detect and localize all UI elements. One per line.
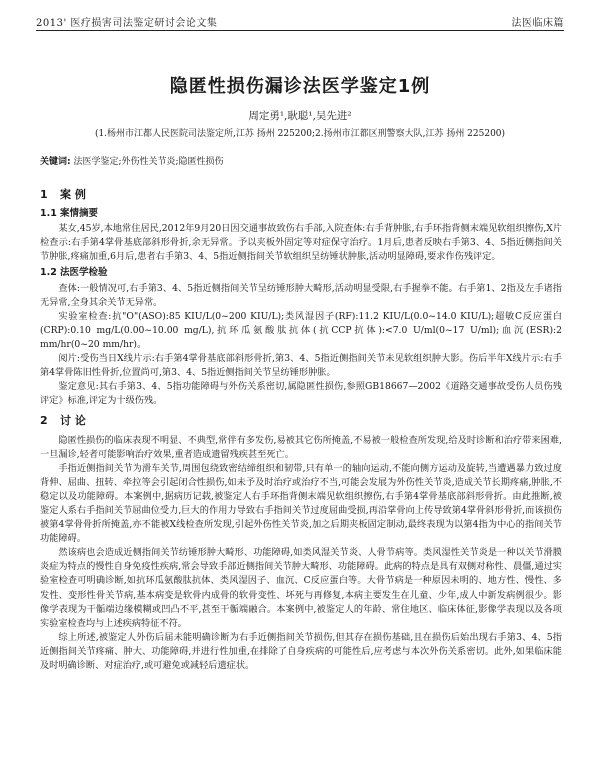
subsection-number: 1.2 (40, 267, 57, 279)
author-list: 周定勇¹,耿聪¹,吴先进² (248, 110, 352, 122)
subsection-heading-summary (40, 207, 562, 221)
header-divider (36, 30, 564, 31)
section-heading-discussion (40, 414, 562, 428)
paragraph-discussion-1: 隐匿性损伤的临床表现不明显、不典型,常伴有多发伤,易被其它伤所掩盖,不易被一般检查所发现,给及时诊断和治疗带来困难,一旦漏诊,轻者可能影响治疗效果,重者造成遗留残疾甚至死亡。 (40, 434, 562, 460)
subsection-title: 案情摘要 (60, 208, 99, 220)
paragraph-discussion-3: 然该病也会造成近侧指间关节纺锤形肿大畸形、功能障碍,如类风湿关节炎、人骨节病等。类风湿性关节炎是一种以关节滑膜炎症为特点的慢性自身免疫性疾病,常会导致手部近侧指间关节肿大畸形、功能障碍。此病的特点是具有双侧对称性、晨僵,通过实验室检查可明确诊断,如抗环瓜氨酸肽抗体、类风湿因子、血沉、C反应蛋白等。大骨节病是一种原因未明的、地方性、慢性、多发性、变形性骨关节病,基本病变是软骨内成骨的软骨变性、坏死与再修复,本病主要发生在儿童、少年,成人中新发病例很少。影像学表现为干骺端边缘模糊或凹凸不平,甚至干骺端融合。本案例中,被鉴定人的年龄、常住地区、临床体征,影像学表现以及各项实验室检查均与上述疾病特征不符。 (40, 547, 562, 629)
paragraph-physical-exam: 查体:一般情况可,右手第3、4、5指近侧指间关节呈纺锤形肿大畸形,活动明显受限,右手握拳不能。右手第1、2指及左手诸指无异常,全身其余关节无异常。 (40, 282, 562, 308)
header-section-name: 法医临床篇 (511, 18, 564, 29)
running-header (36, 14, 564, 30)
paragraph-discussion-4: 综上所述,被鉴定人外伤后届未能明确诊断为右手近侧指间关节损伤,但其存在损伤基础,且在损伤后始出现右手第3、4、5指近侧指间关节疼痛、肿大、功能障碍,并进行性加重,在排除了自身疾病的可能性后,应考虑与本次外伤关系密切。此外,如果临床能及时明确诊断、对症治疗,或可避免或减轻后遗症状。 (40, 631, 562, 671)
section-title: 讨 论 (60, 414, 86, 428)
section-title: 案 例 (60, 188, 86, 201)
header-proceedings-title: 2013' 医疗损害司法鉴定研讨会论文集 (36, 18, 218, 29)
paper-title: 隐匿性损伤漏诊法医学鉴定1例 (169, 76, 431, 97)
paragraph-xray-review: 阅片:受伤当日X线片示:右手第4掌骨基底部斜形骨折,第3、4、5指近侧指间关节未见软组织肿大影。伤后半年X线片示:右手第4掌骨陈旧性骨折,位置尚可,第3、4、5指近侧指间关节呈纺锤形肿胀。 (40, 353, 562, 379)
section-heading-case (40, 188, 562, 202)
keywords-value: 法医学鉴定;外伤性关节炎;隐匿性损伤 (73, 157, 224, 167)
keywords-line (40, 154, 560, 167)
paper-body (40, 182, 562, 673)
section-number: 1 (40, 188, 48, 201)
subsection-number: 1.1 (40, 208, 57, 220)
subsection-title: 法医学检验 (60, 267, 108, 279)
subsection-heading-examination (40, 266, 562, 280)
affiliations: (1.杨州市江都人民医院司法鉴定所,江苏 扬州 225200;2.扬州市江都区刑警察大队,江苏 扬州 225200) (94, 129, 506, 139)
paragraph-case-summary: 某女,45岁,本地常住居民,2012年9月20日因交通事故致伤右手部,入院查体:右手背肿胀,右手环指背侧末端见软组织擦伤,X片检查示:右手第4掌骨基底部斜形骨折,余无异常。予以夹板外固定等对症保守治疗。1月后,患者反映右手第3、4、5指近侧指间关节肿胀,疼痛加重,6月后,患者右手第3、4、5指近侧指间关节软组织呈纺锤状肿胀,活动明显障碍,要求作伤残评定。 (40, 223, 562, 263)
keywords-label: 关键词: (40, 157, 71, 167)
paragraph-discussion-2: 手指近侧指间关节为滑车关节,周围包绕致密结缔组织和韧带,只有单一的轴向运动,不能向侧方运动及旋转,当遭遇暴力致过度背伸、屈曲、扭转、牵拉等会引起闭合性损伤,如未予及时治疗或治疗不当,可能会发展为外伤性关节炎,造成关节长期疼痛,肿胀,不稳定以及功能障碍。本案例中,据病历记载,被鉴定人右手环指背侧末端见软组织擦伤,右手第4掌骨基底部斜形骨折。由此推断,被鉴定人系右手指间关节屈曲位受力,巨大的作用力导致右手指间关节过度屈曲受损,再沿掌骨向上传导致第4掌骨斜形骨折,而该损伤被第4掌骨骨折所掩盖,亦不能被X线检查所发现,引起外伤性关节炎,加之后期夹板固定制动,最终表现为以第4指为中心的指间关节功能障碍。 (40, 462, 562, 545)
paragraph-expert-opinion: 鉴定意见:其右手第3、4、5指功能障碍与外伤关系密切,属隐匿性损伤,参照GB18667—2002《道路交通事故受伤人员伤残评定》标准,评定为十级伤残。 (40, 381, 562, 407)
paragraph-lab-tests: 实验室检查:抗"O"(ASO):85 KIU/L(0~200 KIU/L);类风湿因子(RF):11.2 KIU/L(0.0~14.0 KIU/L);超敏C反应蛋白(CRP):0.10 mg/L(0.00~10.00 mg/L),抗环瓜氨酸肽抗体(抗CCP抗体):<7.0 U/ml(0~17 U/ml);血沉(ESR):2 mm/hr(0~20 mm/hr)。 (40, 310, 562, 350)
section-number: 2 (40, 414, 48, 428)
